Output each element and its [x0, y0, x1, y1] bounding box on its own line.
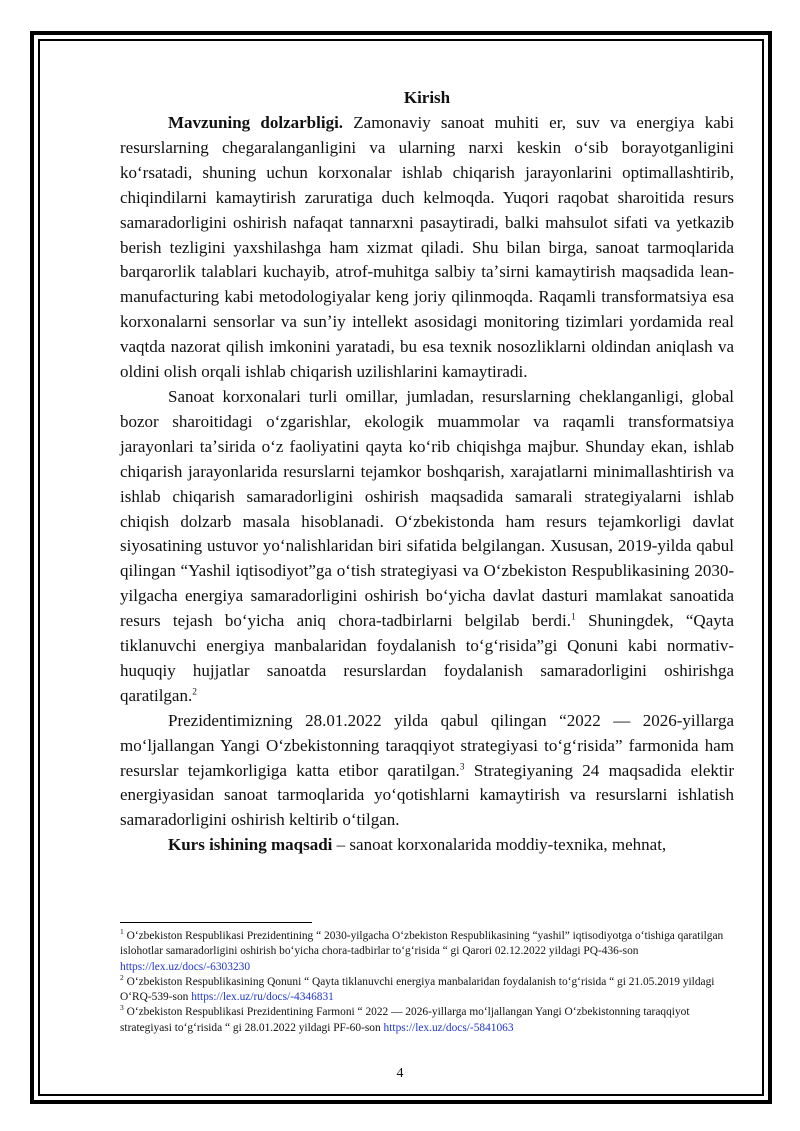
- paragraph-lead: Kurs ishining maqsadi: [168, 835, 333, 855]
- page-number: 4: [396, 1066, 404, 1081]
- footnote-link[interactable]: https://lex.uz/docs/-6303230: [120, 960, 251, 973]
- footnote-separator: [120, 922, 312, 923]
- footnote-ref-2[interactable]: 2: [192, 687, 197, 698]
- paragraph-resources: [120, 385, 734, 709]
- footnote-text: Oʻzbekiston Respublikasining Qonuni “ Qayta tiklanuvchi energiya manbalaridan foydalanish toʻgʻrisida “ gi 21.05.2019 yildagi OʻRQ-539-son: [120, 975, 715, 1004]
- paragraph-text: Strategiyaning 24 maqsadida elektir energiyasidan sanoat tarmoqlarida yoʻqotishlarni kamaytirish va resurslarni ishlatish samaradorligini oshirish keltirib oʻtilgan.: [120, 760, 734, 830]
- paragraph-text: Shuningdek, “Qayta tiklanuvchi energiya manbalaridan foydalanish toʻgʻrisida”gi Qonuni kabi normativ-huquqiy hujjatlar sanoatda resurslardan foydalanish samaradorligini oshirishga qaratilgan.: [120, 611, 735, 705]
- footnote-link[interactable]: https://lex.uz/docs/-5841063: [383, 1021, 514, 1034]
- footnotes-section: [120, 922, 734, 1036]
- footnote-3: [120, 1005, 734, 1036]
- paragraph-text: – sanoat korxonalarida moddiy-texnika, mehnat,: [332, 835, 667, 855]
- paragraph-lead: Mavzuning dolzarbligi.: [168, 113, 344, 132]
- footnote-text: Oʻzbekiston Respublikasi Prezidentining Farmoni “ 2022 — 2026-yillarga moʻljallangan Yangi Oʻzbekistonning taraqqiyot strategiyasi toʻgʻrisida “ gi 28.01.2022 yildagi PF-60-son: [120, 1006, 690, 1034]
- paragraph-text: Prezidentimizning 28.01.2022 yilda qabul qilingan “2022 — 2026-yillarga moʻljallangan Yangi Oʻzbekistonning taraqqiyot strategiyasi toʻgʻrisida” farmonida ham resurslar tejamkorligiga katta etibor qaratilgan.: [120, 710, 734, 780]
- footnote-link[interactable]: https://lex.uz/ru/docs/-4346831: [191, 991, 334, 1004]
- footnote-ref-3[interactable]: 3: [459, 761, 465, 772]
- footnote-number: 2: [120, 973, 124, 983]
- section-heading: Kirish: [403, 88, 451, 107]
- footnote-text: Oʻzbekiston Respublikasi Prezidentining “ 2030-yilgacha Oʻzbekiston Respublikasining “yashil” iqtisodiyotga oʻtishiga qaratilgan islohotlar samaradorligini oshirish boʻyicha chora-tadbirlar toʻgʻrisida “ gi Qarori 02.12.2022 yildagi PQ-436-son: [120, 930, 724, 958]
- footnote-1: [120, 929, 734, 975]
- footnote-number: 3: [120, 1003, 124, 1013]
- paragraph-strategy: [120, 709, 734, 834]
- footnote-ref-1[interactable]: 1: [571, 612, 576, 623]
- page-body: [120, 84, 734, 858]
- paragraph-text: Zamonaviy sanoat muhiti er, suv va energiya kabi resurslarning chegaralanganligini va ularning narxi keskin oʻsib borayotganligini koʻrsatadi, shuning uchun korxonalar ishlab chiqarish jarayonlarini optimallashtirib, chiqindilarni kamaytirish zaruratiga duch kelmoqda. Yuqori raqobat sharoitida resurs samaradorligini oshirish nafaqat tannarxni pasaytiradi, balki mahsulot sifati va yetkazib berish tezligini yaxshilashga ham xizmat qiladi. Shu bilan birga, sanoat tarmoqlarida barqarorlik talablari kuchayib, atrof-muhitga salbiy taʼsirni kamaytirish maqsadida lean-manufacturing kabi metodologiyalar keng joriy qilinmoqda. Raqamli transformatsiya esa korxonalarni sensorlar va sunʼiy intellekt asosidagi monitoring tizimlari yordamida real vaqtda nazorat qilish imkonini yaratadi, bu esa texnik nosozliklarni oldindan aniqlash va oldini olish orqali ishlab chiqarish uzilishlarini kamaytiradi.: [120, 113, 734, 382]
- paragraph-text: Sanoat korxonalari turli omillar, jumladan, resurslarning cheklanganligi, global bozor sharoitidagi oʻzgarishlar, ekologik muammolar va raqamli transformatsiya jarayonlari taʼsirida oʻz faoliyatini qayta koʻrib chiqishga majbur. Shunday ekan, ishlab chiqarish jarayonlarida resurslarni tejamkor boshqarish, xarajatlarni minimallashtirish va ishlab chiqarish samaradorligini oshirish maqsadida samarali strategiyalarni ishlab chiqish dolzarb masala hisoblanadi. Oʻzbekistonda ham resurs tejamkorligi davlat siyosatining ustuvor yoʻnalishlaridan biri sifatida belgilangan. Xususan, 2019-yilda qabul qilingan “Yashil iqtisodiyot”ga oʻtish strategiyasi va Oʻzbekiston Respublikasining 2030-yilgacha energiya samaradorligini oshirish boʻyicha davlat dasturi mamlakat sanoatida resurs tejash boʻyicha aniq chora-tadbirlarni belgilab berdi.: [120, 386, 734, 631]
- paragraph-goal: [120, 833, 734, 858]
- paragraph-relevance: [120, 111, 734, 385]
- footnote-2: [120, 975, 734, 1006]
- footnote-number: 1: [120, 927, 124, 937]
